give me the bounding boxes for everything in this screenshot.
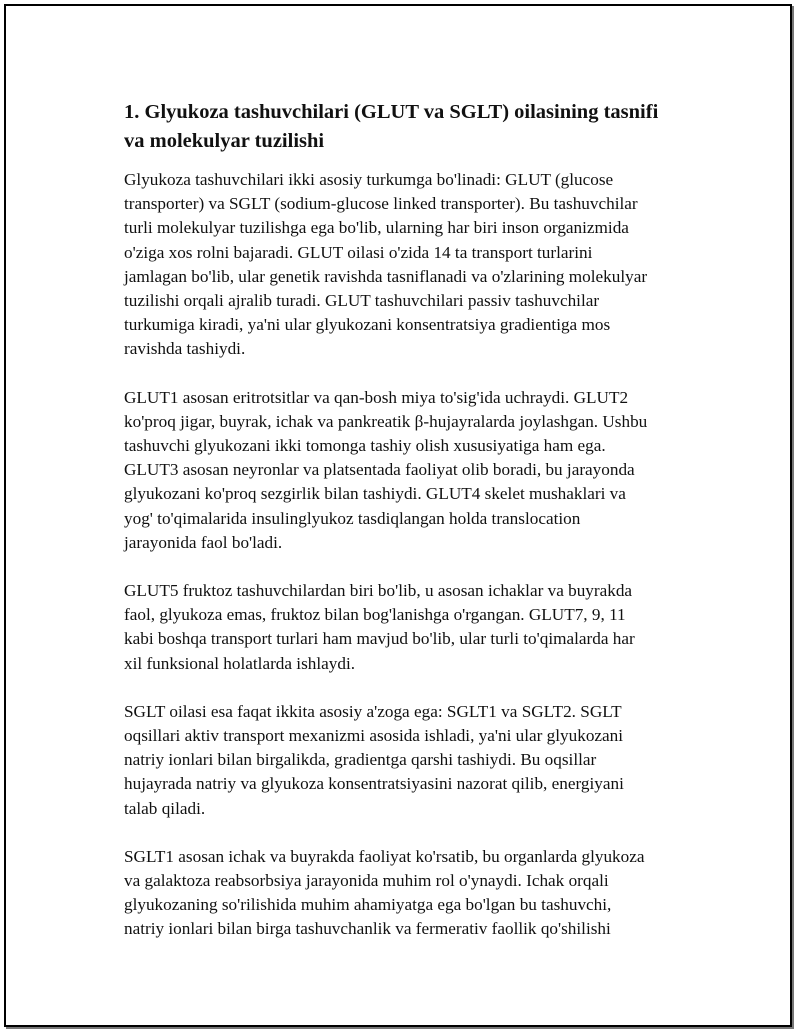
paragraph-sglt-family [124,700,694,821]
text-line: Glyukoza tashuvchilari ikki asosiy turkumga bo'linadi: GLUT (glucose [124,170,614,189]
text-line: glyukozaning so'rilishida muhim ahamiyatga ega bo'lgan bu tashuvchi, [124,895,612,915]
text-line: glyukozani ko'proq sezgirlik bilan tashiydi. GLUT4 skelet mushaklari va [124,484,626,504]
text-line: faol, glyukoza emas, fruktoz bilan bog'lanishga o'rgangan. GLUT7, 9, 11 [124,605,626,625]
text-line: tuzilishi orqali ajralib turadi. GLUT tashuvchilari passiv tashuvchilar [124,291,600,311]
text-line: jarayonida faol bo'ladi. [124,532,283,552]
text-line: jamlagan bo'lib, ular genetik ravishda tasniflanadi va o'zlarining molekulyar [124,266,648,286]
text-line: GLUT3 asosan neyronlar va platsentada faoliyat olib boradi, bu jarayonda [124,460,635,480]
text-line: GLUT1 asosan eritrotsitlar va qan-bosh miya to'sig'ida uchraydi. GLUT2 [124,387,629,407]
text-line: turkumiga kiradi, ya'ni ular glyukozani konsentratsiya gradientiga mos [124,315,611,335]
text-line: natriy ionlari bilan birgalikda, gradientga qarshi tashiydi. Bu oqsillar [124,750,597,770]
text-line: turli molekulyar tuzilishga ega bo'lib, ularning har biri inson organizmida [124,218,629,238]
text-line: tashuvchi glyukozani ikki tomonga tashiy olish xususiyatiga ham ega. [124,436,606,456]
page-content [124,98,694,966]
section-title [124,98,694,156]
text-line: SGLT1 asosan ichak va buyrakda faoliyat ko'rsatib, bu organlarda glyukoza [124,846,645,866]
title-line: va molekulyar tuzilishi [124,130,325,152]
paragraph-glut5 [124,579,694,676]
text-line: ravishda tashiydi. [124,339,246,359]
text-line: natriy ionlari bilan birga tashuvchanlik va fermerativ faollik qo'shilishi [124,919,611,939]
paragraph-glut1-glut4 [124,386,694,555]
paragraph-glut-sglt-intro [124,168,694,362]
text-line: hujayrada natriy va glyukoza konsentratsiyasini nazorat qilib, energiyani [124,774,624,794]
text-line: kabi boshqa transport turlari ham mavjud bo'lib, ular turli to'qimalarda har [124,629,635,649]
title-line: 1. Glyukoza tashuvchilari (GLUT va SGLT) oilasining tasnifi [124,101,659,123]
text-line: xil funksional holatlarda ishlaydi. [124,653,356,673]
paragraph-sglt1 [124,845,694,942]
text-line: va galaktoza reabsorbsiya jarayonida muhim rol o'ynaydi. Ichak orqali [124,871,609,891]
text-line: SGLT oilasi esa faqat ikkita asosiy a'zoga ega: SGLT1 va SGLT2. SGLT [124,701,622,721]
document-page [4,4,792,1027]
text-line: yog' to'qimalarida insulinglyukoz tasdiqlangan holda translocation [124,508,581,528]
text-line: talab qiladi. [124,798,206,818]
text-line: ko'proq jigar, buyrak, ichak va pankreatik β-hujayralarda joylashgan. Ushbu [124,411,648,431]
text-line: transporter) va SGLT (sodium-glucose linked transporter). Bu tashuvchilar [124,194,638,214]
text-line: GLUT5 fruktoz tashuvchilardan biri bo'lib, u asosan ichaklar va buyrakda [124,581,633,601]
text-line: oqsillari aktiv transport mexanizmi asosida ishladi, ya'ni ular glyukozani [124,726,624,746]
text-line: o'ziga xos rolni bajaradi. GLUT oilasi o'zida 14 ta transport turlarini [124,242,593,262]
